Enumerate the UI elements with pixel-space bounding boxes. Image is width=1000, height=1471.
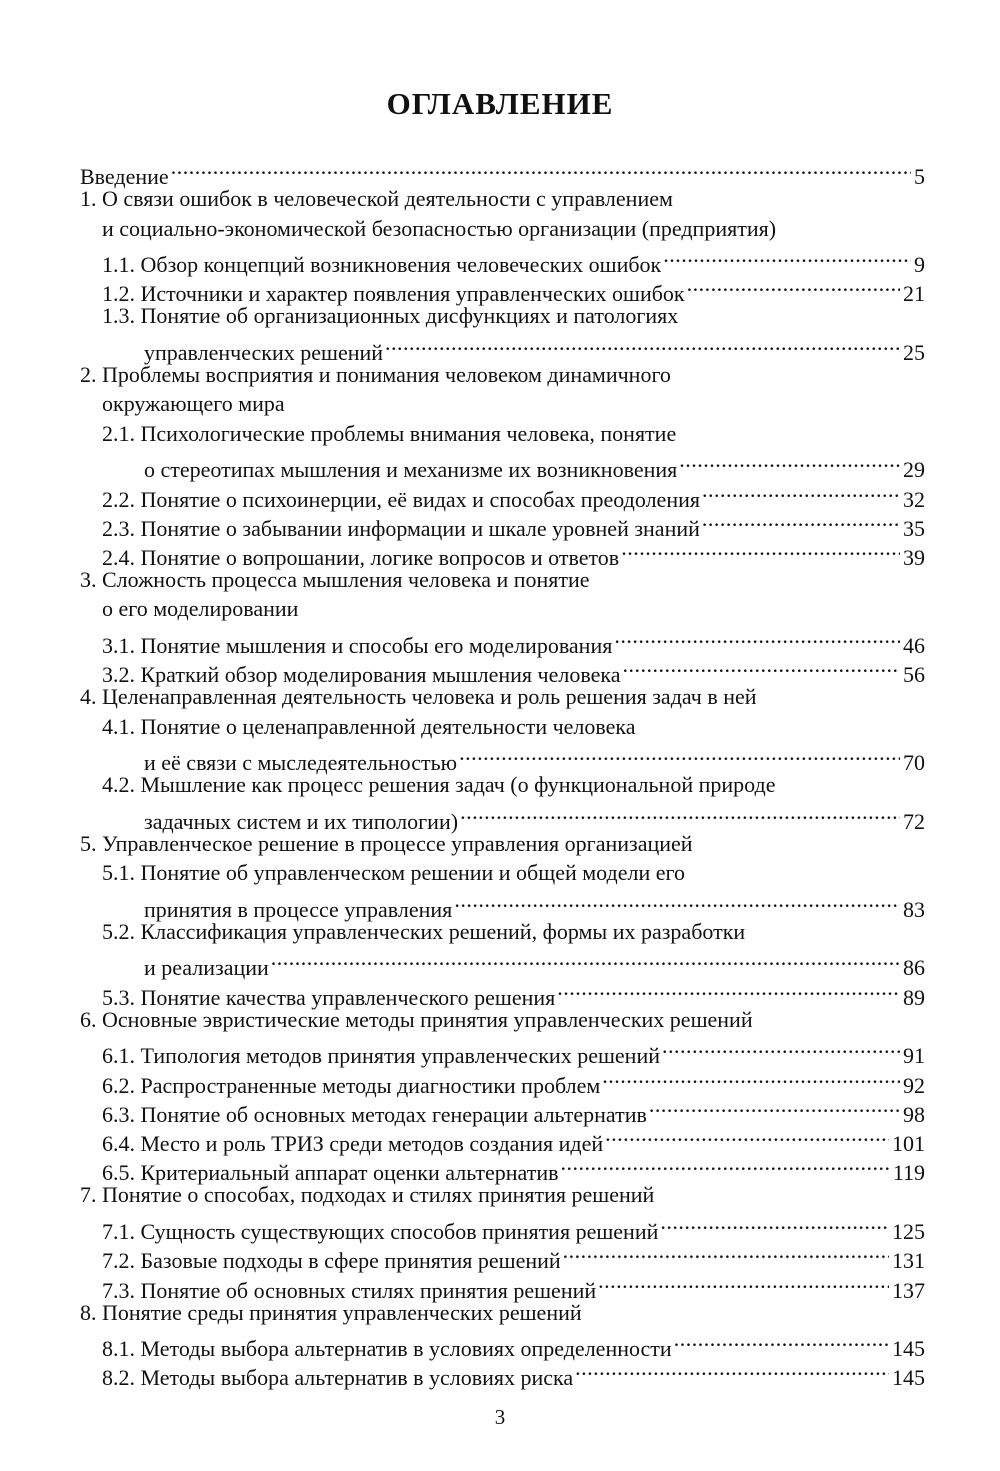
toc-section-2-1 xyxy=(80,419,925,448)
toc-entry-text: и реализации xyxy=(144,955,269,981)
toc-entry-page: 70 xyxy=(903,750,925,776)
dot-leader xyxy=(660,1210,889,1239)
toc-entry-text: управленческих решений xyxy=(144,340,384,366)
toc-entry-text: 2. Проблемы восприятия и понимания человеком динамичного xyxy=(80,362,671,388)
dot-leader xyxy=(649,1093,900,1122)
toc-entry-page: 137 xyxy=(892,1277,925,1303)
toc-entry-text: 2.1. Психологические проблемы внимания человека, понятие xyxy=(102,420,677,446)
dot-leader xyxy=(171,155,911,184)
toc-section-1-1 xyxy=(80,243,925,278)
toc-entry-text: 6.3. Понятие об основных методах генерации альтернатив xyxy=(102,1101,647,1127)
toc-entry-page: 83 xyxy=(903,896,925,922)
dot-leader xyxy=(271,946,900,975)
toc-entry-page: 101 xyxy=(892,1131,925,1157)
toc-entry-page: 35 xyxy=(903,515,925,541)
toc-entry-text: 6.1. Типология методов принятия управленческих решений xyxy=(102,1043,660,1069)
toc-entry-page: 32 xyxy=(903,486,925,512)
dot-leader xyxy=(614,624,900,653)
toc-entry-page: 21 xyxy=(903,281,925,307)
toc-entry-page: 119 xyxy=(892,1160,925,1186)
toc-entry-text: 7. Понятие о способах, подходах и стилях принятия решений xyxy=(80,1182,655,1208)
toc-chapter-1 xyxy=(80,184,925,213)
toc-chapter-7 xyxy=(80,1180,925,1209)
toc-entry-page: 145 xyxy=(892,1336,925,1362)
toc-section-5-2-cont xyxy=(80,946,925,981)
toc-section-4-1-cont xyxy=(80,741,925,776)
dot-leader xyxy=(662,1034,900,1063)
toc-entry-page: 39 xyxy=(903,545,925,571)
toc-entry-text: 1. О связи ошибок в человеческой деятельности с управлением xyxy=(80,186,673,212)
toc-entry-page: 131 xyxy=(892,1248,925,1274)
toc-chapter-1-cont xyxy=(80,214,925,243)
dot-leader xyxy=(663,243,911,272)
dot-leader xyxy=(460,800,900,829)
toc-entry-text: 4.1. Понятие о целенаправленной деятельности человека xyxy=(102,713,636,739)
toc-chapter-6 xyxy=(80,1005,925,1034)
toc-entry-page: 9 xyxy=(914,252,925,278)
toc-entry-text: 6.5. Критериальный аппарат оценки альтернатив xyxy=(102,1160,559,1186)
toc-entry-text: 6.2. Распространенные методы диагностики проблем xyxy=(102,1072,601,1098)
toc-entry-text: 2.3. Понятие о забывании информации и шкале уровней знаний xyxy=(102,515,700,541)
toc-entry-text: 2.2. Понятие о психоинерции, её видах и способах преодоления xyxy=(102,486,700,512)
dot-leader xyxy=(674,1327,889,1356)
toc-entry-page: 98 xyxy=(903,1101,925,1127)
table-of-contents xyxy=(80,155,925,1391)
toc-section-4-2 xyxy=(80,770,925,799)
dot-leader xyxy=(563,1239,889,1268)
toc-entry-text: 8.1. Методы выбора альтернатив в условиях определенности xyxy=(102,1336,672,1362)
toc-entry-text: 8. Понятие среды принятия управленческих решений xyxy=(80,1299,582,1325)
toc-entry-page: 145 xyxy=(892,1365,925,1391)
toc-entry-text: 3.2. Краткий обзор моделирования мышления человека xyxy=(102,662,621,688)
toc-entry-page: 89 xyxy=(903,984,925,1010)
toc-entry-page: 125 xyxy=(892,1218,925,1244)
page-number: 3 xyxy=(494,1405,506,1429)
toc-section-3-1 xyxy=(80,624,925,659)
dot-leader xyxy=(623,653,900,682)
toc-entry-text: 5.3. Понятие качества управленческого решения xyxy=(102,984,556,1010)
toc-entry-text: 1.2. Источники и характер появления управленческих ошибок xyxy=(102,281,685,307)
toc-section-8-1 xyxy=(80,1327,925,1362)
toc-section-5-1 xyxy=(80,858,925,887)
toc-entry-text: и её связи с мыследеятельностью xyxy=(144,750,458,776)
toc-section-6-1 xyxy=(80,1034,925,1069)
toc-entry-text: задачных систем и их типологии) xyxy=(144,808,459,834)
toc-entry-text: 1.1. Обзор концепций возникновения человеческих ошибок xyxy=(102,252,662,278)
toc-entry-text: 1.3. Понятие об организационных дисфункциях и патологиях xyxy=(102,303,679,329)
toc-entry-text: о стереотипах мышления и механизме их возникновения xyxy=(144,457,678,483)
dot-leader xyxy=(459,741,900,770)
toc-chapter-3 xyxy=(80,565,925,594)
toc-entry-text: 7.3. Понятие об основных стилях принятия решений xyxy=(102,1277,597,1303)
toc-entry-text: 7.2. Базовые подходы в сфере принятия решений xyxy=(102,1248,561,1274)
toc-section-7-1 xyxy=(80,1210,925,1244)
page-title: ОГЛАВЛЕНИЕ xyxy=(386,86,614,121)
toc-entry-text: 3.1. Понятие мышления и способы его моделирования xyxy=(102,633,613,659)
toc-entry-page: 86 xyxy=(903,955,925,981)
toc-entry-page: 92 xyxy=(903,1072,925,1098)
toc-chapter-3-cont xyxy=(80,594,925,623)
toc-chapter-8 xyxy=(80,1298,925,1327)
toc-chapter-4 xyxy=(80,682,925,711)
toc-entry-page: 25 xyxy=(903,340,925,366)
toc-entry-intro xyxy=(80,155,925,190)
toc-entry-text: 7.1. Сущность существующих способов принятия решений xyxy=(102,1218,659,1244)
toc-entry-text: 5. Управленческое решение в процессе управления организацией xyxy=(80,830,693,856)
toc-section-2-1-cont xyxy=(80,448,925,483)
toc-chapter-2-cont xyxy=(80,389,925,418)
toc-entry-page: 46 xyxy=(903,633,925,659)
toc-entry-text: 4.2. Мышление как процесс решения задач (о функциональной природе xyxy=(102,772,776,798)
toc-entry-text: 5.1. Понятие об управленческом решении и общей модели его xyxy=(102,860,685,886)
dot-leader xyxy=(557,975,900,1004)
dot-leader xyxy=(385,331,900,360)
dot-leader xyxy=(598,1268,889,1297)
toc-entry-page: 91 xyxy=(903,1043,925,1069)
dot-leader xyxy=(605,1122,889,1151)
dot-leader xyxy=(702,477,900,506)
dot-leader xyxy=(679,448,900,477)
toc-entry-text: 3. Сложность процесса мышления человека и понятие xyxy=(80,567,590,593)
dot-leader xyxy=(561,1151,890,1180)
toc-entry-text: о его моделировании xyxy=(102,596,299,622)
toc-entry-page: 56 xyxy=(903,662,925,688)
dot-leader xyxy=(575,1356,889,1385)
toc-entry-text: 2.4. Понятие о вопрошании, логике вопросов и ответов xyxy=(102,545,620,571)
toc-entry-text: принятия в процессе управления xyxy=(144,896,453,922)
toc-entry-page: 72 xyxy=(903,808,925,834)
toc-section-1-3-cont xyxy=(80,331,925,366)
dot-leader xyxy=(702,507,900,536)
dot-leader xyxy=(621,536,900,565)
toc-entry-page: 5 xyxy=(914,164,925,190)
toc-section-5-2 xyxy=(80,917,925,946)
dot-leader xyxy=(602,1063,900,1092)
dot-leader xyxy=(454,887,900,916)
toc-entry-text: 4. Целенаправленная деятельность человека и роль решения задач в ней xyxy=(80,684,757,710)
toc-chapter-2 xyxy=(80,360,925,389)
toc-entry-text: окружающего мира xyxy=(102,391,285,417)
dot-leader xyxy=(687,272,900,301)
toc-entry-text: 6. Основные эвристические методы принятия управленческих решений xyxy=(80,1006,753,1032)
toc-entry-page: 29 xyxy=(903,457,925,483)
toc-entry-text: 8.2. Методы выбора альтернатив в условиях риска xyxy=(102,1365,574,1391)
toc-entry-text: Введение xyxy=(80,164,169,190)
toc-section-4-1 xyxy=(80,712,925,741)
toc-entry-text: 6.4. Место и роль ТРИЗ среди методов создания идей xyxy=(102,1131,604,1157)
toc-section-4-2-cont xyxy=(80,800,925,834)
toc-section-5-1-cont xyxy=(80,887,925,922)
toc-chapter-5 xyxy=(80,829,925,858)
toc-entry-text: и социально-экономической безопасностью организации (предприятия) xyxy=(102,215,777,241)
toc-entry-text: 5.2. Классификация управленческих решений, формы их разработки xyxy=(102,918,746,944)
toc-section-1-3 xyxy=(80,301,925,330)
